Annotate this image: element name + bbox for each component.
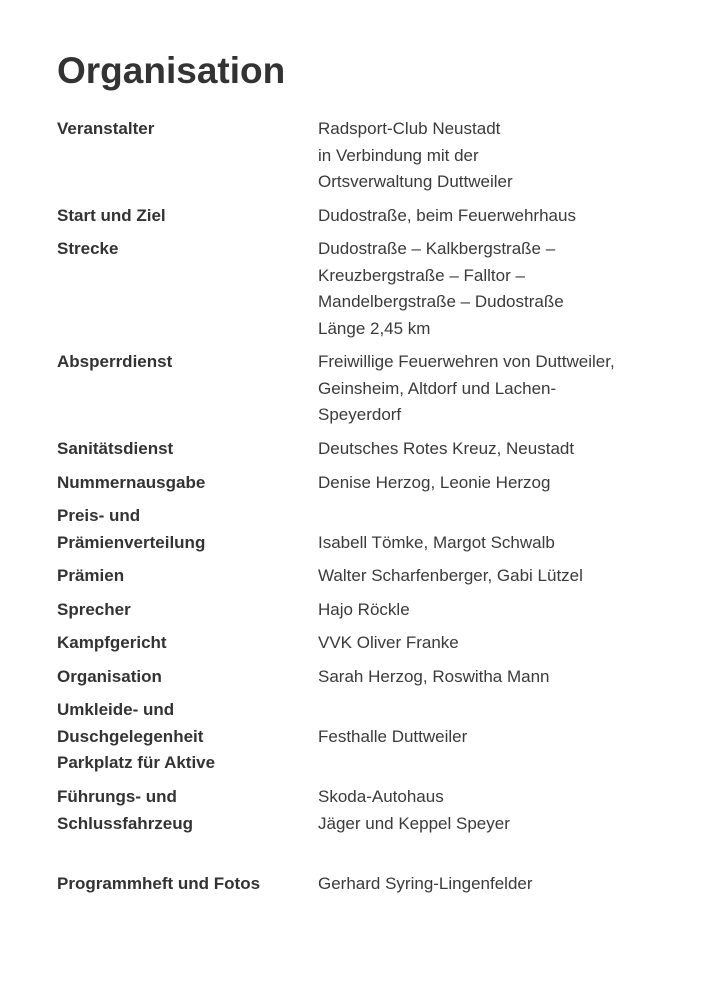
row-label: Absperrdienst — [57, 352, 173, 371]
row-value: Radsport-Club Neustadt in Verbindung mit der Ortsverwaltung Duttweiler — [318, 119, 513, 192]
row-label: Nummernausgabe — [57, 473, 206, 492]
row-value: Dudostraße, beim Feuerwehrhaus — [318, 206, 576, 225]
row-label: Führungs- und Schlussfahrzeug — [57, 787, 194, 833]
row-value: Freiwillige Feuerwehren von Duttweiler, Geinsheim, Altdorf und Lachen- Speyerdorf — [318, 352, 615, 425]
row-value: Skoda-Autohaus Jäger und Keppel Speyer — [318, 787, 510, 833]
row-value: Walter Scharfenberger, Gabi Lützel — [318, 566, 583, 585]
row-label: Kampfgericht — [57, 633, 167, 652]
row-value: Denise Herzog, Leonie Herzog — [318, 473, 551, 492]
row-label: Strecke — [57, 239, 119, 258]
row-label: Preis- und Prämienverteilung — [57, 506, 206, 552]
row-value: Isabell Tömke, Margot Schwalb — [318, 532, 555, 552]
row-value: Festhalle Duttweiler — [318, 726, 468, 746]
row-value: Deutsches Rotes Kreuz, Neustadt — [318, 439, 575, 458]
row-label: Organisation — [57, 667, 162, 686]
row-value: Gerhard Syring-Lingenfelder — [318, 874, 533, 893]
row-label: Sanitätsdienst — [57, 439, 174, 458]
row-value: Hajo Röckle — [318, 600, 410, 619]
row-label: Veranstalter — [57, 119, 155, 138]
row-label: Start und Ziel — [57, 206, 166, 225]
row-label: Sprecher — [57, 600, 131, 619]
row-label: Umkleide- und Duschgelegenheit Parkplatz für Aktive — [57, 700, 216, 773]
page-title: Organisation — [57, 50, 286, 91]
row-label: Prämien — [57, 566, 125, 585]
row-label: Programmheft und Fotos — [57, 874, 261, 893]
row-value: VVK Oliver Franke — [318, 633, 459, 652]
row-value: Sarah Herzog, Roswitha Mann — [318, 667, 550, 686]
row-value: Dudostraße – Kalkbergstraße – Kreuzbergstraße – Falltor – Mandelbergstraße – Dudostraße Länge 2,45 km — [318, 239, 564, 339]
